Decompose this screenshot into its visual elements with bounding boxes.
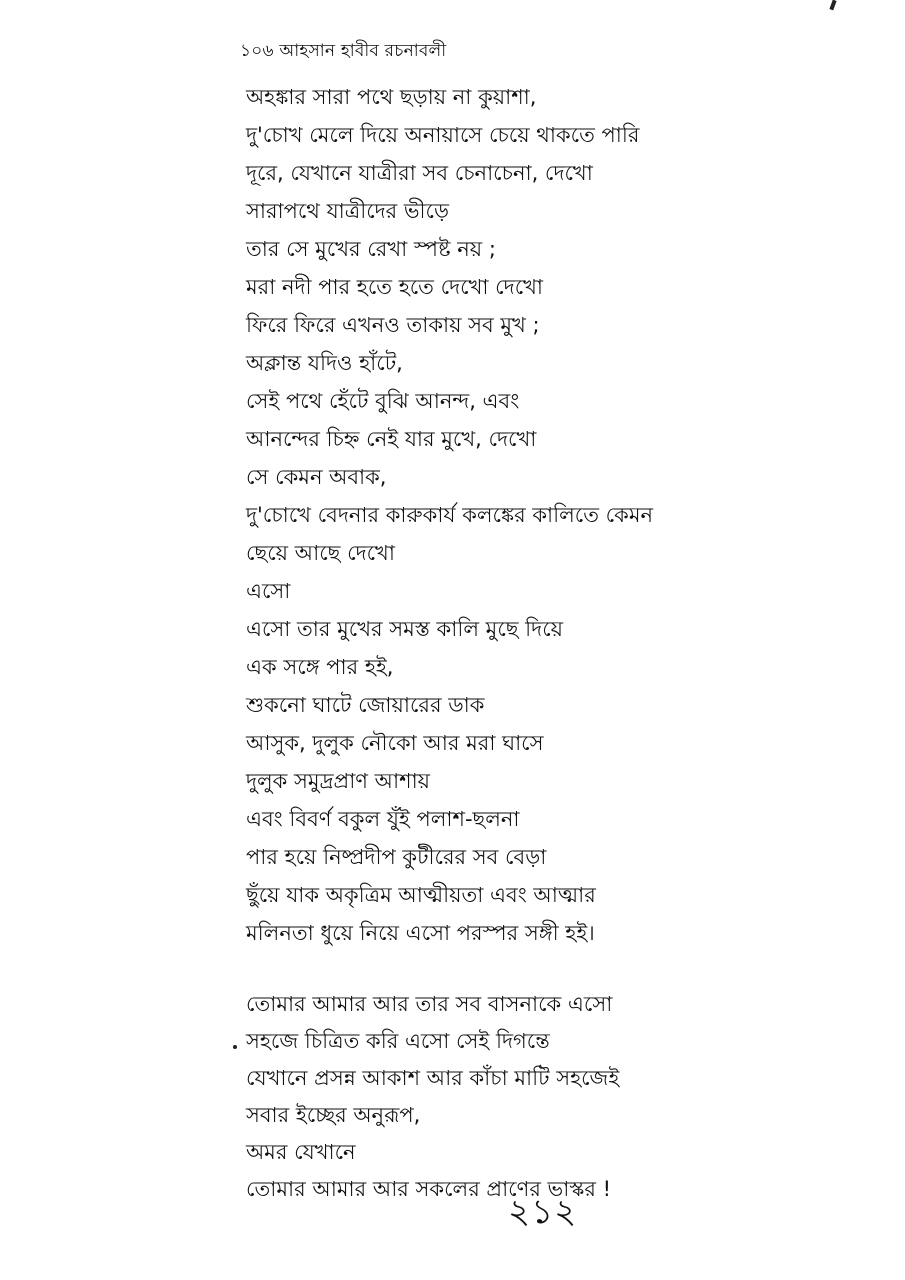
poem-line: আসুক, দুলুক নৌকো আর মরা ঘাসে — [246, 731, 544, 755]
poem — [246, 78, 846, 1208]
poem-line: ছেয়ে আছে দেখো — [246, 541, 395, 565]
poem-line: তোমার আমার আর তার সব বাসনাকে এসো — [246, 992, 613, 1016]
poem-line: এবং বিবর্ণ বকুল যুঁই পলাশ-ছলনা — [246, 807, 520, 831]
poem-line: দুলুক সমুদ্রপ্রাণ আশায় — [246, 769, 431, 793]
handwritten-page-number: ২১২ — [508, 1192, 578, 1232]
poem-line: সে কেমন অবাক, — [246, 465, 387, 489]
stanza-2 — [246, 986, 846, 1208]
poem-line: শুকনো ঘাটে জোয়ারের ডাক — [246, 693, 485, 717]
poem-line: মলিনতা ধুয়ে নিয়ে এসো পরস্পর সঙ্গী হই। — [246, 921, 595, 945]
poem-line: অক্লান্ত যদিও হাঁটে, — [246, 351, 403, 375]
poem-line: ছুঁয়ে যাক অকৃত্রিম আত্মীয়তা এবং আত্মার — [246, 883, 596, 907]
poem-line: দু'চোখে বেদনার কারুকার্য কলঙ্কের কালিতে কেমন — [246, 503, 654, 527]
poem-line: এক সঙ্গে পার হই, — [246, 655, 394, 679]
poem-line: অমর যেখানে — [246, 1140, 356, 1164]
poem-line: দু'চোখ মেলে দিয়ে অনায়াসে চেয়ে থাকতে পারি — [246, 123, 640, 147]
poem-line: তার সে মুখের রেখা স্পষ্ট নয় ; — [246, 237, 496, 261]
poem-line: এসো তার মুখের সমস্ত কালি মুছে দিয়ে — [246, 617, 564, 641]
stanza-1 — [246, 78, 846, 952]
running-head: ১০৬ আহসান হাবীব রচনাবলী — [240, 41, 447, 61]
poem-line: যেখানে প্রসন্ন আকাশ আর কাঁচা মাটি সহজেই — [246, 1066, 620, 1090]
poem-line: সারাপথে যাত্রীদের ভীড়ে — [246, 199, 449, 223]
poem-line: সেই পথে হেঁটে বুঝি আনন্দ, এবং — [246, 389, 520, 413]
poem-line: সহজে চিত্রিত করি এসো সেই দিগন্তে — [246, 1029, 550, 1053]
poem-line: এসো — [246, 579, 291, 603]
poem-line: ফিরে ফিরে এখনও তাকায় সব মুখ ; — [246, 313, 540, 337]
corner-scan-mark — [829, 0, 836, 10]
poem-line: দূরে, যেখানে যাত্রীরা সব চেনাচেনা, দেখো — [246, 161, 593, 185]
poem-line: তোমার আমার আর সকলের প্রাণের ভাস্কর ! — [246, 1177, 612, 1201]
poem-line: মরা নদী পার হতে হতে দেখো দেখো — [246, 275, 544, 299]
poem-line: আনন্দের চিহ্ন নেই যার মুখে, দেখো — [246, 427, 537, 451]
poem-line: পার হয়ে নিষ্প্রদীপ কুটীরের সব বেড়া — [246, 845, 547, 869]
stray-ink-dot — [233, 1045, 237, 1049]
poem-line: অহঙ্কার সারা পথে ছড়ায় না কুয়াশা, — [246, 85, 537, 109]
stanza-gap — [246, 952, 846, 986]
poem-line: সবার ইচ্ছের অনুরূপ, — [246, 1103, 421, 1127]
